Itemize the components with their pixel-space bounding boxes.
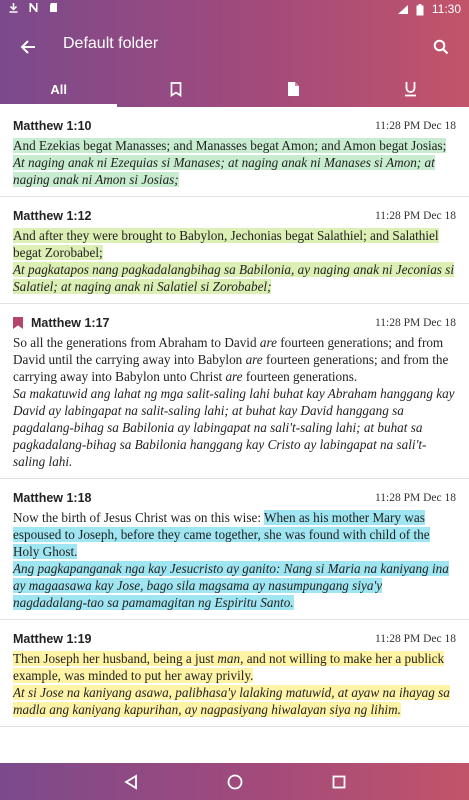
list-item[interactable] [0, 107, 469, 197]
highlighted-text: And Ezekias begat Manasses; and Manasses begat Amon; and Amon begat Josias; [13, 138, 447, 153]
nav-recents-button[interactable] [327, 770, 351, 794]
tab-notes[interactable] [235, 71, 352, 107]
page-title: Default folder [63, 35, 159, 52]
verse-text-en [13, 334, 456, 385]
text-segment: Then Joseph her husband, being a just [13, 651, 218, 666]
highlighted-text: At si Jose na kaniyang asawa, palibhasa'y lalaking matuwid, at ayaw na ihayag sa madla ang kaniyang kapurihan, ay nagpasiyang hiwalayan siya ng lihim. [13, 685, 450, 717]
italic-word: are [225, 369, 243, 384]
italic-word: are [259, 335, 277, 350]
timestamp: 11:28 PM Dec 18 [374, 317, 456, 329]
verse-text-en [13, 227, 456, 261]
highlighted-text: When as his mother Mary was espoused to Joseph, before they came together, she was found with child of the Holy Ghost. [13, 510, 430, 559]
tab-all[interactable] [0, 71, 117, 107]
highlighted-text: And after they were brought to Babylon, Jechonias begat Salathiel; and Salathiel begat Zorobabel; [13, 228, 439, 260]
verse-reference: Matthew 1:12 [13, 209, 92, 223]
highlight-list [0, 107, 469, 763]
list-item[interactable] [0, 479, 469, 620]
back-button[interactable] [14, 33, 42, 61]
verse-text-tl [13, 560, 456, 611]
app-bar [0, 19, 469, 107]
verse-reference: Matthew 1:17 [31, 316, 110, 330]
status-bar [0, 0, 469, 19]
text-segment: , and not willing to make her a publick example, was minded to put her away privily. [13, 651, 445, 683]
highlighted-text: At naging anak ni Ezequias si Manases; at naging anak ni Manases si Amon; at naging anak ni Amon si Josias; [13, 155, 435, 187]
note-icon [287, 81, 300, 97]
nav-home-button[interactable] [223, 770, 247, 794]
timestamp: 11:28 PM Dec 18 [374, 120, 456, 132]
highlighted-text: At pagkatapos nang pagkadalangbihag sa Babilonia, ay naging anak ni Jeconias si Salatiel; at naging anak ni Salatiel si Zorobabel; [13, 262, 455, 294]
text-segment: Now the birth of Jesus Christ was on this wise: [13, 510, 265, 525]
bookmark-icon [170, 82, 182, 97]
bookmark-icon [13, 317, 23, 329]
verse-reference: Matthew 1:10 [13, 119, 92, 133]
text-segment: fourteen generations. [242, 369, 358, 384]
nav-back-button[interactable] [119, 770, 143, 794]
underline-icon [404, 81, 417, 97]
sd-card-icon [48, 2, 59, 13]
verse-text-tl [13, 684, 456, 718]
battery-icon [416, 4, 424, 15]
timestamp: 11:28 PM Dec 18 [374, 210, 456, 222]
verse-text-en [13, 137, 456, 154]
verse-text-en [13, 650, 456, 684]
tab-bookmarks[interactable] [117, 71, 234, 107]
text-segment: fourteen generations; and from the carrying away into Babylon unto Christ [13, 352, 449, 384]
text-segment: fourteen generations; and from David until the carrying away into Babylon [13, 335, 444, 367]
list-item[interactable] [0, 197, 469, 304]
notification-n-icon [28, 2, 39, 13]
circle-home-icon [227, 774, 243, 790]
system-nav-bar [0, 763, 469, 800]
verse-reference: Matthew 1:19 [13, 632, 92, 646]
verse-text-tl [13, 261, 456, 295]
timestamp: 11:28 PM Dec 18 [374, 633, 456, 645]
verse-text-tl [13, 154, 456, 188]
triangle-back-icon [124, 774, 138, 790]
text-segment: So all the generations from Abraham to David [13, 335, 260, 350]
verse-reference: Matthew 1:18 [13, 491, 92, 505]
search-button[interactable] [427, 33, 455, 61]
timestamp: 11:28 PM Dec 18 [374, 492, 456, 504]
tab-all-label: All [50, 81, 67, 97]
italic-word: man [217, 651, 241, 666]
filter-tabs [0, 71, 469, 107]
tab-highlights[interactable] [352, 71, 469, 107]
highlighted-text: Ang pagkapanganak nga kay Jesucristo ay ganito: Nang si Maria na kaniyang ina ay magaasawa kay Jose, bago sila magsama ay nasumpungang siya'y nagdadalang-tao sa pamamagitan ng Espiritu Santo. [13, 561, 449, 610]
verse-text-tl: Sa makatuwid ang lahat ng mga salit-saling lahi buhat kay Abraham hanggang kay David ay labingapat na salit-saling lahi; at buhat kay David hanggang sa pagdalang-bihag sa Babilonia ay labingapat na sali't-saling lahi; at buhat sa pagkadalang-bihag sa Babilonia hanggang kay Cristo ay labingapat na sali't-saling lahi. [13, 386, 455, 469]
list-item[interactable] [0, 304, 469, 479]
list-item[interactable] [0, 620, 469, 727]
download-icon [8, 2, 19, 13]
square-recents-icon [332, 775, 346, 789]
italic-word: are [245, 352, 263, 367]
status-time: 11:30 [431, 2, 461, 16]
search-icon [433, 39, 449, 55]
signal-icon [397, 4, 408, 15]
back-arrow-icon [20, 39, 36, 55]
verse-text-en [13, 509, 456, 560]
